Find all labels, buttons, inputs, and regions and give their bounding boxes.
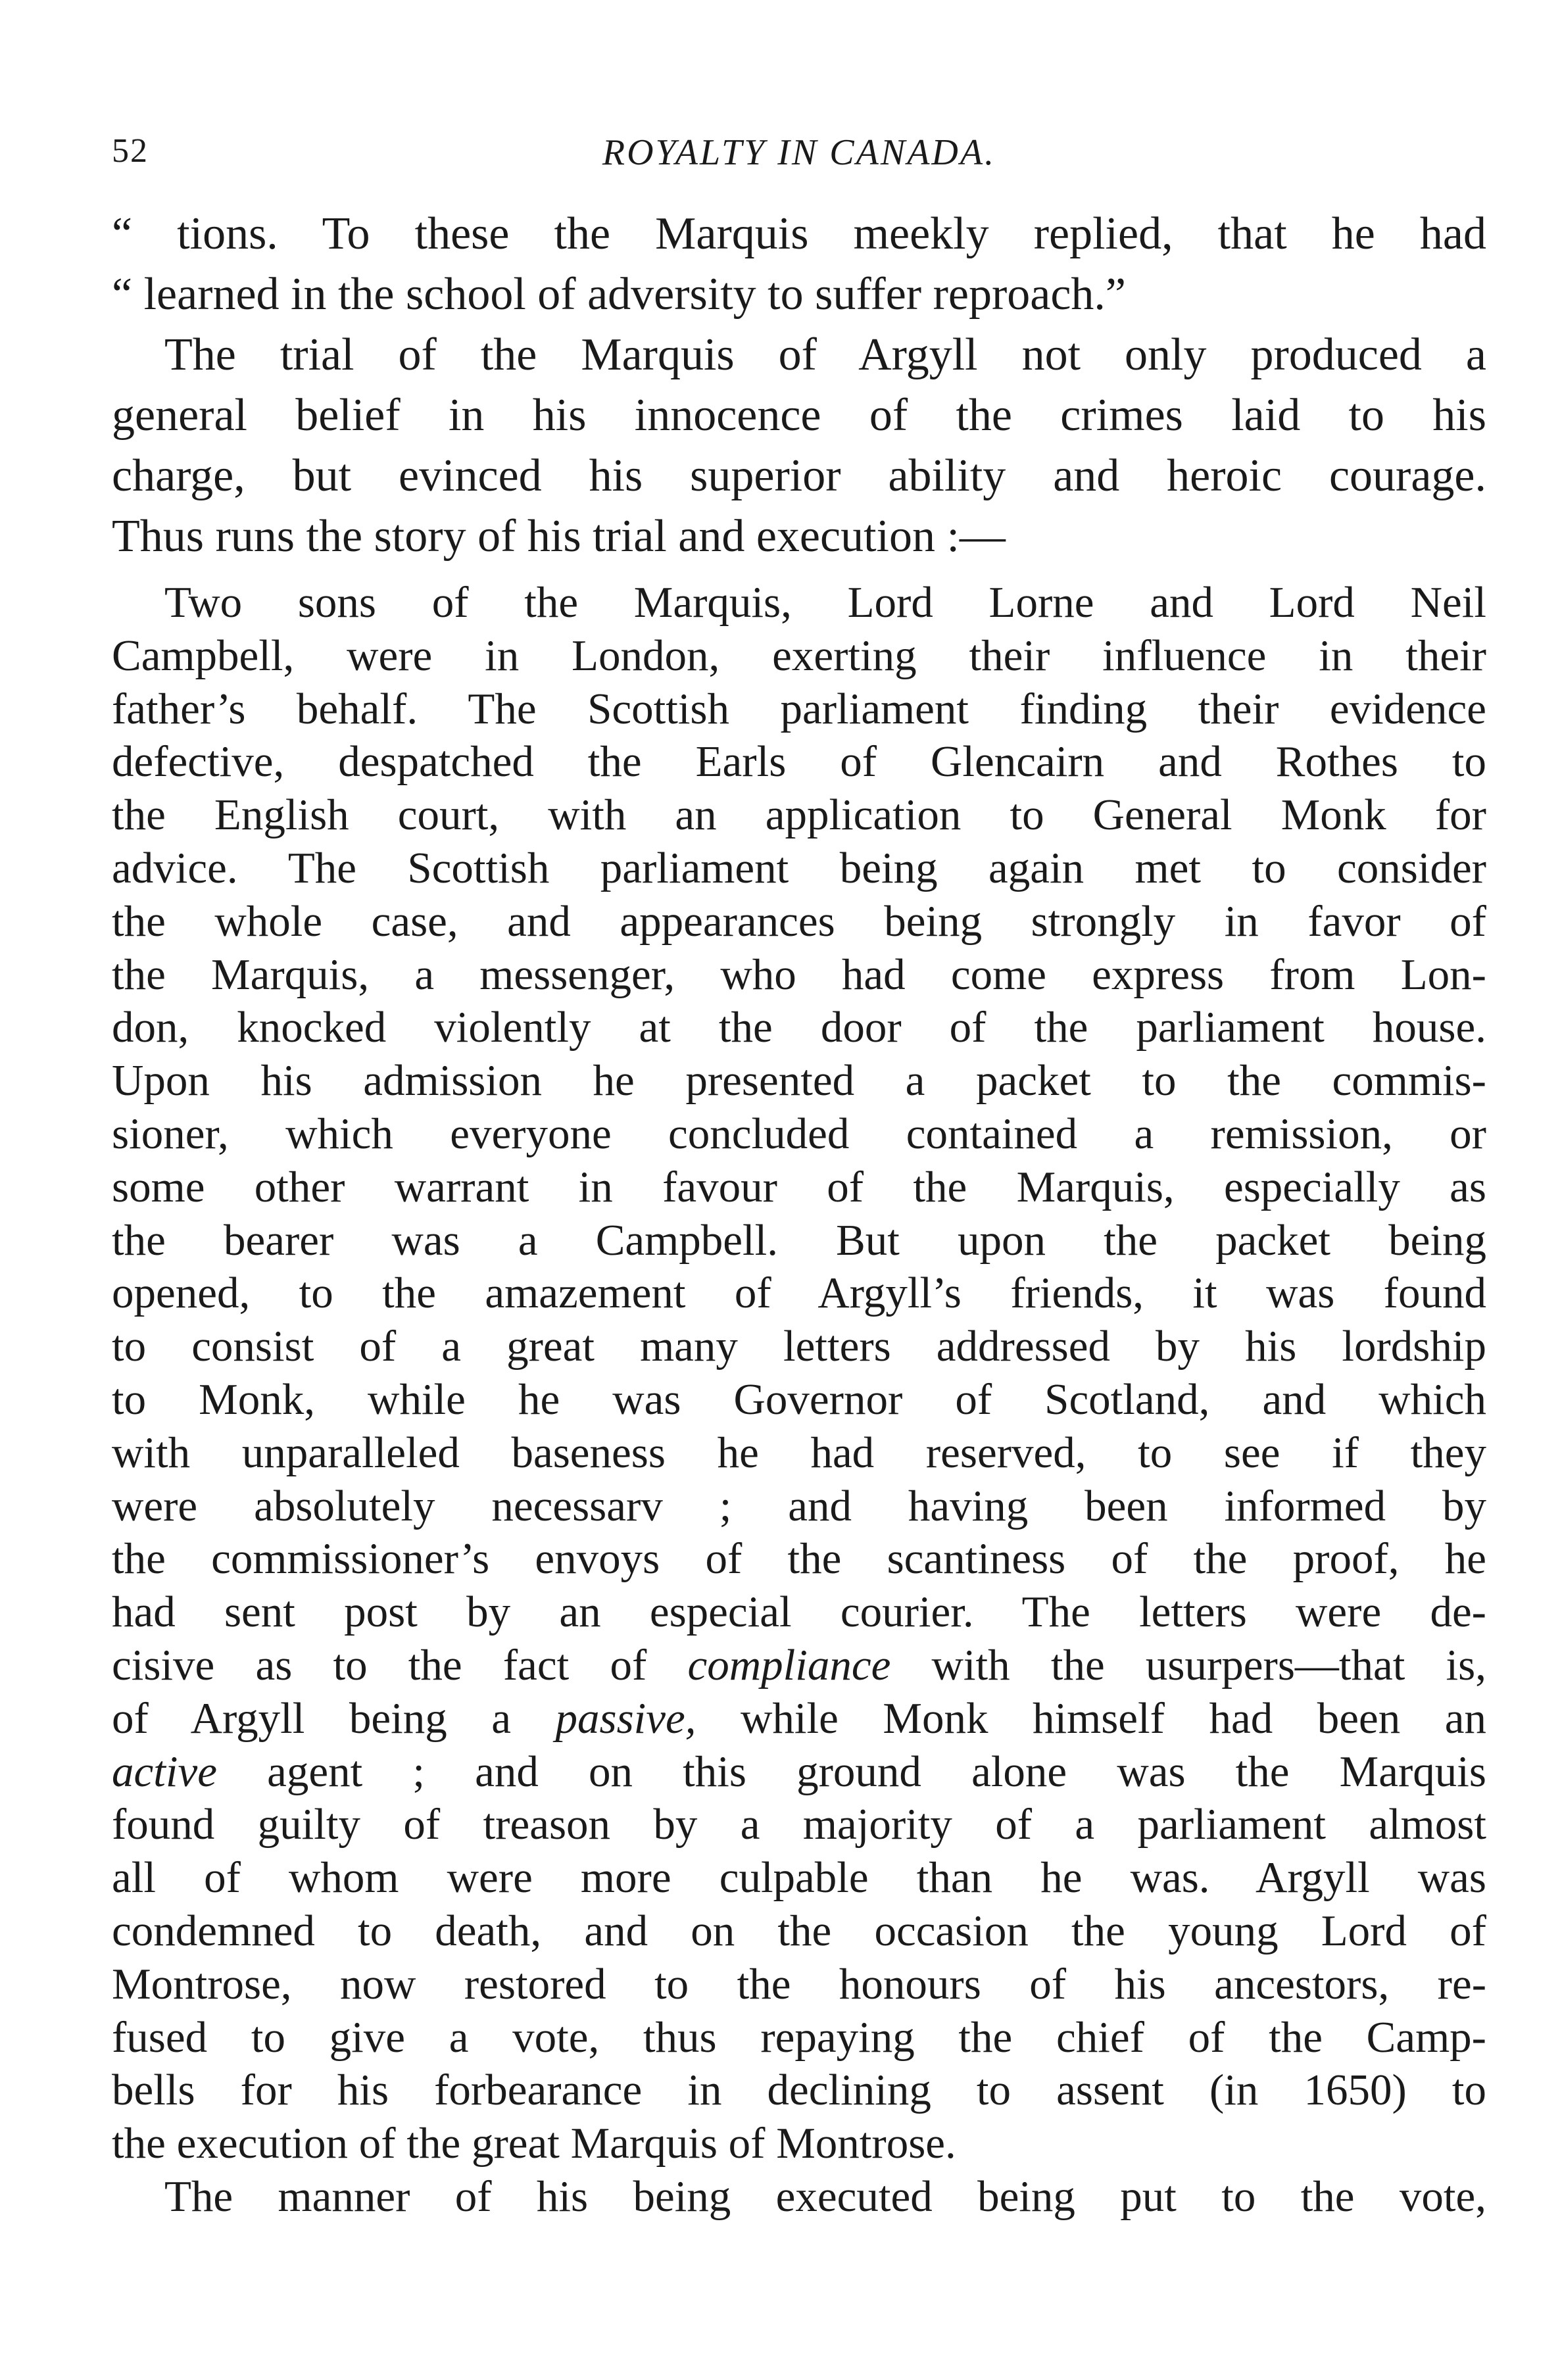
- italic-word: active: [112, 1747, 217, 1796]
- text-line-italic-passive: [112, 1692, 1486, 1745]
- text-line: bells for his forbearance in declining to assent (in 1650) to: [112, 2066, 1486, 2115]
- text-line: “ tions. To these the Marquis meekly replied, that he had: [112, 208, 1486, 259]
- text-line: the execution of the great Marquis of Montrose.: [112, 2119, 956, 2168]
- paragraph-execution: [112, 2170, 1486, 2223]
- text-line: the bearer was a Campbell. But upon the packet being: [112, 1215, 1486, 1265]
- text-line: Thus runs the story of his trial and execution :—: [112, 511, 1006, 562]
- text-line: defective, despatched the Earls of Glencairn and Rothes to: [112, 737, 1486, 787]
- text-line: had sent post by an especial courier. The letters were de-: [112, 1588, 1486, 1637]
- text-line: “ learned in the school of adversity to suffer reproach.”: [112, 269, 1126, 320]
- text-run: of Argyll being a: [112, 1693, 556, 1743]
- text-line: to consist of a great many letters addressed by his lordship: [112, 1322, 1486, 1371]
- text-line: advice. The Scottish parliament being again met to consider: [112, 843, 1486, 892]
- paragraph-trial: [112, 325, 1486, 567]
- text-line: charge, but evinced his superior ability and heroic courage.: [112, 450, 1486, 501]
- text-line: Upon his admission he presented a packet to the commis-: [112, 1056, 1486, 1105]
- page-header: [112, 118, 1486, 184]
- text-line: don, knocked violently at the door of the parliament house.: [112, 1003, 1486, 1052]
- text-run: cisive as to the fact of: [112, 1640, 688, 1689]
- text-line: Montrose, now restored to the honours of his ancestors, re-: [112, 1959, 1486, 2008]
- text-line: with unparalleled baseness he had reserved, to see if they: [112, 1428, 1486, 1477]
- text-run: agent ; and on this ground alone was the Marquis: [216, 1747, 1486, 1796]
- text-run: while Monk himself had been an: [696, 1693, 1486, 1743]
- text-line: general belief in his innocence of the crimes laid to his: [112, 390, 1486, 441]
- text-line: the commissioner’s envoys of the scantiness of the proof, he: [112, 1534, 1486, 1584]
- text-line: to Monk, while he was Governor of Scotland, and which: [112, 1374, 1486, 1424]
- text-line: father’s behalf. The Scottish parliament finding their evidence: [112, 684, 1486, 733]
- text-line: Campbell, were in London, exerting their influence in their: [112, 631, 1486, 680]
- text-line-italic-active: [112, 1745, 1486, 1799]
- book-page: [112, 118, 1486, 2223]
- text-line: were absolutely necessarv ; and having been informed by: [112, 1481, 1486, 1530]
- text-line: all of whom were more culpable than he was. Argyll was: [112, 1853, 1486, 1903]
- text-run: with the usurpers—that is,: [890, 1640, 1486, 1689]
- text-line-italic-compliance: [112, 1639, 1486, 1692]
- text-line: sioner, which everyone concluded contained a remission, or: [112, 1109, 1486, 1158]
- text-line: The trial of the Marquis of Argyll not only produced a: [164, 329, 1486, 380]
- text-line: Two sons of the Marquis, Lord Lorne and Lord Neil: [164, 578, 1486, 627]
- text-line: the English court, with an application to General Monk for: [112, 790, 1486, 840]
- text-line: some other warrant in favour of the Marquis, especially as: [112, 1162, 1486, 1211]
- text-line: condemned to death, and on the occasion the young Lord of: [112, 1906, 1486, 1955]
- italic-word: compliance: [687, 1640, 891, 1689]
- page-number: 52: [112, 132, 149, 170]
- text-line: The manner of his being executed being put to the vote,: [164, 2172, 1486, 2221]
- text-line: the Marquis, a messenger, who had come express from Lon-: [112, 950, 1486, 999]
- text-line: fused to give a vote, thus repaying the chief of the Camp-: [112, 2012, 1486, 2062]
- italic-word: passive,: [555, 1693, 696, 1743]
- quote-continuation: [112, 204, 1486, 325]
- running-title: ROYALTY IN CANADA.: [602, 132, 996, 173]
- text-line: the whole case, and appearances being strongly in favor of: [112, 896, 1486, 946]
- text-line: found guilty of treason by a majority of a parliament almost: [112, 1800, 1486, 1849]
- text-line: opened, to the amazement of Argyll’s friends, it was found: [112, 1269, 1486, 1318]
- paragraph-story: [112, 576, 1486, 2170]
